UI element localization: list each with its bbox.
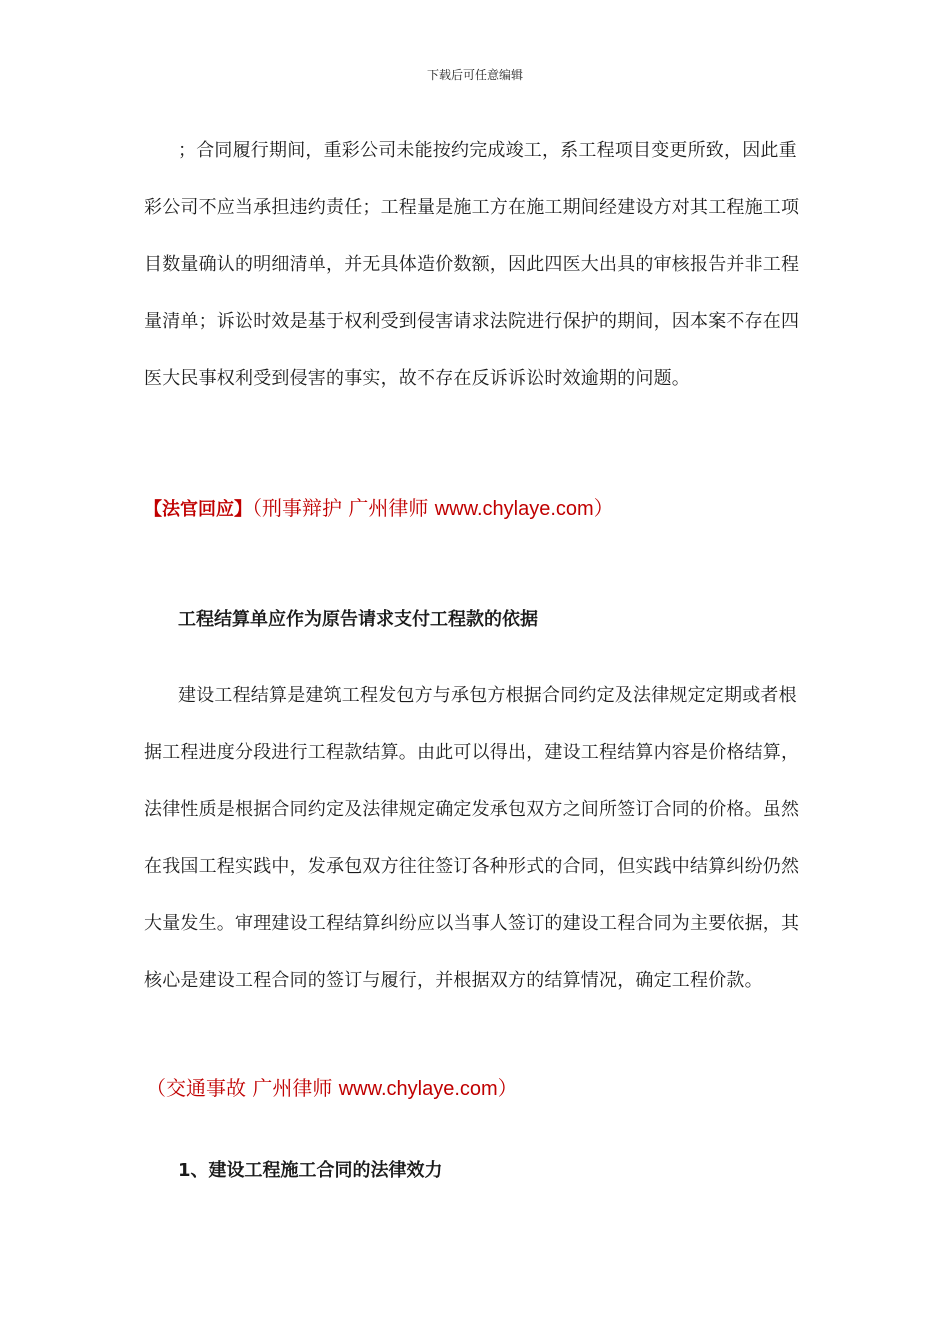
ref-close-paren: ） xyxy=(593,496,614,520)
ref-open-paren: （ xyxy=(146,1076,166,1100)
ref-text: 刑事辩护 广州律师 xyxy=(262,496,435,520)
body-paragraph: 建设工程结算是建筑工程发包方与承包方根据合同约定及法律规定定期或者根据工程进度分段进行工程款结算。由此可以得出，建设工程结算内容是价格结算，法律性质是根据合同约定及法律规定确定发承包双方之间所签订合同的价格。虽然在我国工程实践中，发承包双方往往签订各种形式的合同，但实践中结算纠纷仍然大量发生。审理建设工程结算纠纷应以当事人签订的建设工程合同为主要依据，其核心是建设工程合同的签订与履行，并根据双方的结算情况，确定工程价款。 xyxy=(144,685,800,991)
ref-text: 交通事故 广州律师 xyxy=(166,1076,339,1100)
section-heading: 1、建设工程施工合同的法律效力 xyxy=(178,1160,443,1181)
judge-response-label: 【法官回应】 xyxy=(144,499,252,520)
website-link[interactable]: www.chylaye.com xyxy=(338,1078,498,1100)
page-header: 下载后可任意编辑 xyxy=(426,68,523,82)
reference-line xyxy=(144,492,614,521)
body-paragraph: ；合同履行期间，重彩公司未能按约完成竣工，系工程项目变更所致，因此重彩公司不应当承担违约责任；工程量是施工方在施工期间经建设方对其工程施工项目数量确认的明细清单，并无具体造价数额，因此四医大出具的审核报告并非工程量清单；诉讼时效是基于权利受到侵害请求法院进行保护的期间，因本案不存在四医大民事权利受到侵害的事实，故不存在反诉诉讼时效逾期的问题。 xyxy=(144,140,800,389)
ref-open-paren: （ xyxy=(252,496,262,520)
website-link[interactable]: www.chylaye.com xyxy=(434,498,594,520)
reference-line xyxy=(146,1072,518,1101)
ref-close-paren: ） xyxy=(497,1076,518,1100)
section-heading: 工程结算单应作为原告请求支付工程款的依据 xyxy=(178,609,538,630)
